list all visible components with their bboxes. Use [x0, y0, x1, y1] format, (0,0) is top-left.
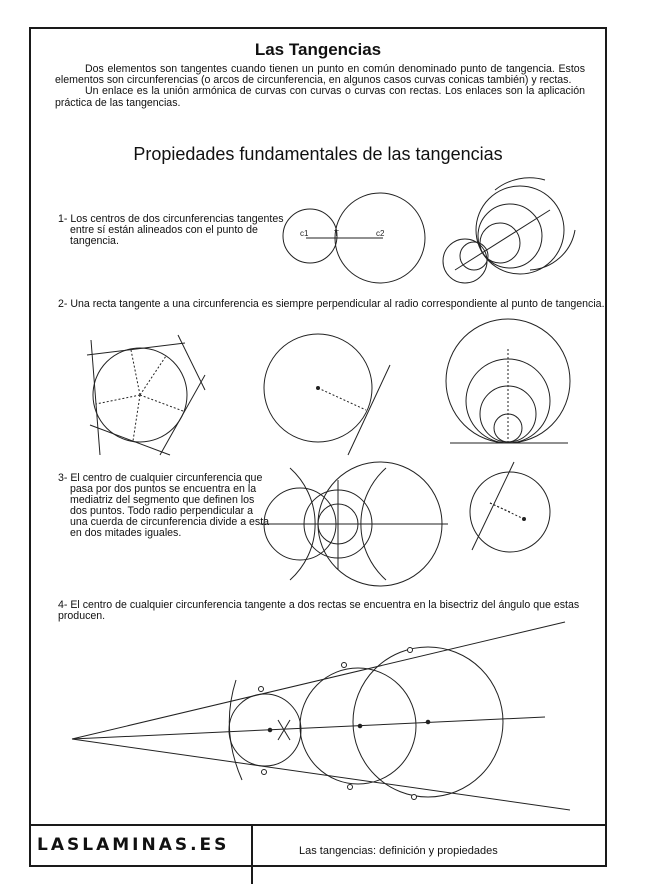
- figure-tangent-family: [443, 178, 575, 283]
- figure-circle-tangent-line: [264, 334, 390, 455]
- property-3-text: 3- El centro de cualquier circunferencia que pasa por dos puntos se encuentra en la mediatriz del segmento que definen los dos puntos. Todo radio perpendicular a una cuerda de circunferencia divide a esta en dos mitades iguales.: [58, 472, 270, 539]
- intro-paragraph-1: Dos elementos son tangentes cuando tienen un punto en común denominado punto de tangencia. Estos elementos son circunferencias (o arcos de circunferencia, en algunos casos curvas conicas también) y rectas.: [55, 63, 585, 87]
- circle-c1: [283, 209, 337, 263]
- figure-angle-bisector: [72, 622, 570, 810]
- property-1-text: 1- Los centros de dos circunferencias tangentes entre sí están alineados con el punto de tangencia.: [58, 213, 284, 247]
- footer-caption: Las tangencias: definición y propiedades: [299, 845, 498, 857]
- figure-tangent-circles: [283, 193, 425, 283]
- figure-chord-radius: [470, 462, 550, 552]
- section-subtitle: Propiedades fundamentales de las tangencias: [133, 144, 503, 164]
- property-2-text: 2- Una recta tangente a una circunferencia es siempre perpendicular al radio correspondiente al punto de tangencia.: [58, 298, 605, 310]
- label-c2: c2: [376, 229, 385, 238]
- page-title: Las Tangencias: [254, 40, 382, 59]
- label-c1: c1: [300, 229, 309, 238]
- footer-logo: LASLAMINAS.ES: [37, 835, 230, 855]
- intro-paragraph-2: Un enlace es la unión armónica de curvas con curvas o curvas con rectas. Los enlaces son la aplicación práctica de las tangencias.: [55, 85, 585, 109]
- figure-nested-circles: [446, 319, 570, 443]
- figure-bisector-circles: [260, 462, 448, 586]
- figure-inscribed-circle: [87, 335, 205, 455]
- label-t: T: [334, 229, 339, 238]
- property-4-text: 4- El centro de cualquier circunferencia tangente a dos rectas se encuentra en la bisectriz del ángulo que estas producen.: [58, 599, 580, 622]
